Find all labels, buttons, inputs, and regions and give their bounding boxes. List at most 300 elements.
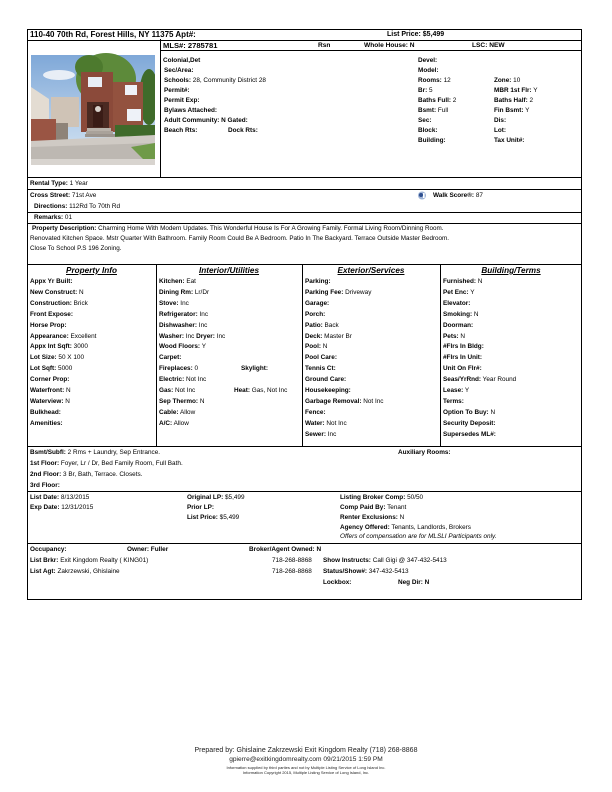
field-value: Not Inc: [361, 397, 384, 405]
field-value: 1 Year: [67, 180, 88, 187]
field-value: Master Br: [322, 332, 352, 340]
field-value: Y: [463, 387, 470, 394]
list-price: [187, 514, 239, 521]
field-label: Prior LP:: [187, 504, 214, 511]
info-right-row: [418, 107, 448, 114]
field-label: Smoking:: [443, 310, 473, 318]
field-label: Parking Fee:: [305, 288, 344, 296]
listing-address: 110-40 70th Rd, Forest Hills, NY 11375 Apt#:: [30, 30, 196, 39]
column-item: [443, 300, 470, 307]
info-value: 12: [441, 77, 451, 84]
divider: [440, 264, 441, 446]
column-item: [159, 333, 225, 340]
field-value: Driveway: [343, 288, 372, 296]
column-item: [305, 333, 352, 340]
field-value: Not Inc: [184, 376, 207, 384]
column-item: [159, 365, 198, 372]
info-label: Tax Unit#:: [494, 137, 525, 144]
info-right-row: [418, 97, 456, 104]
field-value: N: [422, 579, 430, 586]
field-label: Garage:: [305, 299, 330, 307]
divider: [27, 40, 582, 41]
column-item: [305, 376, 346, 383]
field-label: Listing Broker Comp:: [340, 494, 406, 501]
field-label: Pool:: [305, 343, 321, 351]
info-label: Zone:: [494, 77, 512, 84]
column-header-exterior-services: Exterior/Services: [337, 266, 405, 275]
field-label: Cable:: [159, 408, 179, 416]
divider: [27, 212, 582, 213]
column-item: [443, 289, 475, 296]
field-label: Fence:: [305, 408, 326, 416]
third-floor: [30, 482, 60, 489]
field-label: Appx Yr Built:: [30, 278, 73, 285]
field-value: N: [458, 332, 466, 340]
beach-rights: Beach Rts:: [164, 127, 198, 134]
mls-number: MLS#: 2785781: [163, 41, 218, 50]
column-item: [443, 322, 473, 329]
field-label: List Agt:: [30, 568, 56, 575]
model-label: Model:: [418, 67, 439, 74]
field-label: Broker/Agent Owned:: [249, 546, 315, 553]
field-value: Fuller: [149, 546, 169, 553]
field-label: 2nd Floor:: [30, 471, 62, 478]
field-label: Skylight:: [241, 365, 268, 373]
column-item-secondary: [234, 387, 287, 394]
info-label: Br:: [418, 87, 428, 94]
field-value: Allow: [172, 419, 189, 427]
field-label: Lot Sqft:: [30, 365, 57, 373]
field-value: Inc: [214, 332, 226, 340]
exp-date: [30, 504, 93, 511]
property-description-line: [32, 225, 444, 232]
column-item: [30, 322, 67, 329]
column-item: [30, 354, 84, 361]
info-label: Building:: [418, 137, 446, 144]
column-item: [30, 278, 73, 285]
divider: [160, 39, 161, 177]
field-label: Housekeeping:: [305, 387, 351, 394]
field-label: Dryer:: [194, 332, 215, 340]
agency-offered: [340, 524, 471, 531]
info-value: Y: [531, 87, 538, 94]
field-label: Lot Size:: [30, 354, 57, 362]
column-item: [30, 409, 61, 416]
field-label: Gas:: [159, 387, 174, 394]
field-label: Security Deposit:: [443, 419, 496, 427]
field-value: N: [320, 343, 328, 351]
field-label: Heat:: [234, 387, 250, 394]
field-label: Patio:: [305, 321, 323, 329]
column-item: [305, 354, 337, 361]
field-value: Lr/Dr: [193, 288, 210, 296]
info-label: Fin Bsmt:: [494, 107, 524, 114]
divider: [27, 189, 582, 190]
field-value: Call Gigi @ 347-432-5413: [370, 557, 447, 564]
column-item: [443, 333, 465, 340]
auxiliary-rooms: [398, 449, 451, 456]
info-right-row: [418, 87, 433, 94]
lockbox: [323, 579, 351, 586]
column-item: [443, 431, 496, 438]
devel-label: Devel:: [418, 57, 438, 64]
field-label: Corner Prop:: [30, 376, 70, 384]
column-header-building-terms: Building/Terms: [481, 266, 541, 275]
column-item: [305, 387, 351, 394]
info-row: [164, 117, 248, 124]
column-item: [159, 343, 206, 350]
info-label: Rooms:: [418, 77, 442, 84]
occupancy: [30, 546, 67, 553]
field-label: Walk Score®:: [433, 192, 475, 199]
column-item: [443, 420, 496, 427]
field-label: #Flrs In Bldg:: [443, 343, 484, 351]
field-label: Agency Offered:: [340, 524, 390, 531]
field-value: N: [314, 546, 322, 553]
field-label: Deck:: [305, 332, 323, 340]
field-label: List Brkr:: [30, 557, 59, 564]
column-item: [159, 398, 204, 405]
info-right-row: [494, 97, 533, 104]
field-label: Carpet:: [159, 354, 182, 362]
info-value: Y: [523, 107, 530, 114]
copyright-line: Information Copyright 2015, Multiple Listing Service of Long Island, Inc.: [242, 770, 370, 775]
basement-subfloor: [30, 449, 160, 456]
negotiate-direct: [398, 579, 429, 586]
info-label: Permit Exp:: [164, 97, 200, 104]
field-label: Bsmt/Subfl:: [30, 449, 66, 456]
info-right-row: [418, 137, 446, 144]
prepared-by-contact: gpierre@exitkingdomrealty.com 09/21/2015 1:59 PM: [229, 756, 383, 763]
divider: [160, 50, 582, 51]
field-value: Eat: [184, 278, 196, 285]
field-value: Inc: [197, 310, 209, 318]
field-label: Fireplaces:: [159, 365, 193, 373]
field-value: Exit Kingdom Realty ( KING01): [58, 557, 149, 564]
info-right-row: [494, 137, 524, 144]
property-description-line: Renovated Kitchen Space. Mstr Quarter With Bathroom. Family Room Could Be A Bedroom. Patio In The Backyard. Terrace Outside Master Bedroom.: [30, 235, 450, 242]
column-item: [159, 289, 209, 296]
field-label: Option To Buy:: [443, 408, 489, 416]
house-photo: [31, 47, 155, 172]
field-value: 3 Br, Bath, Terrace. Closets.: [61, 471, 143, 478]
field-label: Unit On Flr#:: [443, 365, 482, 373]
info-label: Adult Community:: [164, 117, 220, 124]
field-value: $5,499: [217, 514, 240, 521]
info-row: [164, 77, 266, 84]
column-item: [305, 289, 371, 296]
field-label: Lockbox:: [323, 579, 352, 586]
walk-score-icon[interactable]: [417, 191, 427, 200]
column-item: [30, 420, 63, 427]
info-right-row: [494, 107, 529, 114]
list-agent: [30, 568, 120, 575]
compensation-note: Offers of compensation are for MLSLI Participants only.: [340, 533, 497, 540]
field-label: Refrigerator:: [159, 310, 198, 318]
info-label: Bsmt:: [418, 107, 437, 114]
info-label: Baths Full:: [418, 97, 452, 104]
field-label: #Flrs In Unit:: [443, 354, 483, 362]
column-item: [159, 387, 195, 394]
field-label: Owner:: [127, 546, 150, 553]
field-value: Inc: [325, 430, 337, 438]
field-label: Elevator:: [443, 299, 471, 307]
field-value: Zakrzewski, Ghislaine: [55, 568, 120, 575]
info-right-row: [494, 77, 520, 84]
info-value: 10: [511, 77, 521, 84]
column-item: [159, 376, 206, 383]
column-item: [30, 289, 84, 296]
field-value: Not Inc: [173, 387, 196, 394]
field-value: Y: [200, 343, 206, 351]
column-header-interior-utilities: Interior/Utilities: [198, 266, 260, 275]
field-label: Supersedes ML#:: [443, 430, 496, 438]
field-value: 50 X 100: [56, 354, 85, 362]
field-label: Rental Type:: [30, 180, 68, 187]
field-label: Bulkhead:: [30, 408, 61, 416]
info-row: [164, 97, 200, 104]
field-value: Foyer, Lr / Dr, Bed Family Room, Full Bath.: [59, 460, 183, 467]
rental-type: [30, 180, 88, 187]
field-label: Doorman:: [443, 321, 474, 329]
owner: [127, 546, 168, 553]
field-value: N: [397, 514, 405, 521]
broker-agent-owned: [249, 546, 321, 553]
column-item: [159, 300, 189, 307]
field-label: Washer:: [159, 332, 184, 340]
renter-exclusions: [340, 514, 404, 521]
field-label: Occupancy:: [30, 546, 67, 553]
field-label: Parking:: [305, 278, 331, 285]
column-item: [159, 311, 208, 318]
field-value: Gas, Not Inc: [249, 387, 288, 394]
info-value: Full: [436, 107, 449, 114]
info-label: Lot:: [494, 127, 507, 134]
column-item: [443, 387, 469, 394]
dock-rights: Dock Rts:: [228, 127, 258, 134]
field-value: Allow: [178, 408, 196, 416]
comp-paid-by: [340, 504, 406, 511]
divider: [27, 446, 582, 447]
column-item: [443, 365, 482, 372]
info-right-row: [494, 127, 506, 134]
column-item: [305, 365, 336, 372]
column-item: [443, 376, 516, 383]
field-value: 01: [63, 214, 73, 221]
field-value: N: [77, 288, 84, 296]
field-value: Inc: [178, 299, 189, 307]
info-label: Dis:: [494, 117, 507, 124]
field-label: Exp Date:: [30, 504, 60, 511]
field-label: Wood Floors:: [159, 343, 201, 351]
column-item: [305, 300, 329, 307]
column-item: [159, 409, 195, 416]
field-value: N: [63, 397, 70, 405]
column-item: [159, 278, 196, 285]
field-value: N: [198, 397, 205, 405]
field-label: Tennis Ct:: [305, 365, 336, 373]
field-value: 71st Ave: [70, 192, 97, 199]
status-show: [323, 568, 409, 575]
field-label: Appx Int Sqft:: [30, 343, 72, 351]
field-value: Back: [322, 321, 339, 329]
column-item: [305, 431, 336, 438]
divider: [156, 264, 157, 446]
field-value: 87: [474, 192, 483, 199]
info-label: Permit#:: [164, 87, 190, 94]
walk-score[interactable]: [433, 192, 483, 199]
info-value: N Gated:: [219, 117, 248, 124]
field-value: N: [472, 310, 479, 318]
property-description-line: Close To School P.S 196 Zoning.: [30, 245, 122, 252]
column-item: [30, 311, 73, 318]
info-label: Block:: [418, 127, 438, 134]
lsc-status: LSC: NEW: [472, 42, 505, 49]
info-right-row: [494, 117, 506, 124]
divider: [27, 223, 582, 224]
field-value: 3000: [71, 343, 88, 351]
field-value: 5000: [56, 365, 73, 373]
list-broker-phone: 718-268-8868: [272, 557, 312, 564]
column-item: [305, 322, 339, 329]
column-item: [305, 278, 331, 285]
field-value: 12/31/2015: [59, 504, 94, 511]
column-header-property-info: Property Info: [66, 266, 117, 275]
whole-house: Whole House: N: [364, 42, 415, 49]
field-value: Year Round: [481, 376, 517, 384]
column-item: [305, 409, 326, 416]
info-row: [164, 87, 190, 94]
listing-broker-comp: [340, 494, 423, 501]
field-value: Brick: [71, 299, 88, 307]
field-value: 2 Rms + Laundry, Sep Entrance.: [65, 449, 161, 456]
directions: [34, 203, 120, 210]
field-value: Inc: [183, 332, 195, 340]
info-value: 2: [527, 97, 534, 104]
field-label: Porch:: [305, 310, 326, 318]
info-label: Schools:: [164, 77, 191, 84]
column-item: [30, 387, 71, 394]
column-item: [443, 354, 482, 361]
show-instructions: [323, 557, 447, 564]
list-date: [30, 494, 89, 501]
divider: [27, 264, 582, 265]
list-price-header: List Price: $5,499: [387, 31, 445, 38]
info-row: [164, 67, 194, 74]
list-agent-phone: 718-268-8868: [272, 568, 312, 575]
field-label: Furnished:: [443, 278, 477, 285]
info-label: Sec:: [418, 117, 432, 124]
field-label: Original LP:: [187, 494, 224, 501]
field-label: Kitchen:: [159, 278, 185, 285]
info-right-row: [494, 87, 538, 94]
info-label: Colonial,Det: [163, 57, 201, 64]
column-item: [30, 365, 72, 372]
field-label: 1st Floor:: [30, 460, 60, 467]
field-value: Charming Home With Modern Updates. This Wonderful House Is For A Growing Family. Formal Living Room/Dinning Room.: [96, 225, 444, 232]
field-value: 112Rd To 70th Rd: [67, 203, 121, 210]
column-item: [159, 322, 207, 329]
field-label: Amenities:: [30, 419, 63, 427]
field-label: Appearance:: [30, 332, 69, 340]
list-broker: [30, 557, 148, 564]
field-label: Water:: [305, 419, 325, 427]
style-value: [163, 57, 200, 64]
column-item: [159, 420, 189, 427]
column-item: [443, 278, 482, 285]
field-label: Lease:: [443, 387, 464, 394]
divider: [27, 491, 582, 492]
field-label: Waterfront:: [30, 387, 65, 394]
field-label: Horse Prop:: [30, 321, 67, 329]
field-label: Auxiliary Rooms:: [398, 449, 451, 456]
remarks: [34, 214, 72, 221]
first-floor: [30, 460, 183, 467]
column-item: [30, 343, 88, 350]
field-label: Pets:: [443, 332, 459, 340]
field-value: N: [64, 387, 71, 394]
column-item: [30, 333, 96, 340]
info-value: 28, Community District 28: [191, 77, 266, 84]
info-right-row: [418, 117, 432, 124]
column-item: [443, 409, 495, 416]
field-value: Not Inc: [324, 419, 347, 427]
disclaimer-line: Information supplied by third parties and not by Multiple Listing Service of Long Island Inc.: [226, 765, 386, 770]
field-label: Renter Exclusions:: [340, 514, 398, 521]
field-value: 50/50: [405, 494, 424, 501]
column-item: [159, 354, 181, 361]
info-label: Baths Half:: [494, 97, 528, 104]
original-lp: [187, 494, 245, 501]
field-label: List Price:: [187, 514, 218, 521]
field-label: Ground Care:: [305, 376, 347, 384]
column-item: [305, 398, 384, 405]
info-label: MBR 1st Flr:: [494, 87, 532, 94]
field-label: 3rd Floor:: [30, 482, 60, 489]
divider: [27, 543, 582, 544]
field-label: Directions:: [34, 203, 68, 210]
field-label: Electric:: [159, 376, 185, 384]
listing-type: Rsn: [318, 42, 331, 49]
field-label: Neg Dir:: [398, 579, 423, 586]
column-item: [30, 376, 69, 383]
house-photo-icon: [31, 47, 155, 172]
divider: [302, 264, 303, 446]
field-label: Status/Show#:: [323, 568, 368, 575]
field-label: Stove:: [159, 299, 179, 307]
field-value: Y: [468, 288, 475, 296]
field-value: N: [488, 408, 496, 416]
field-label: New Construct:: [30, 288, 78, 296]
field-label: A/C:: [159, 419, 173, 427]
info-label: Bylaws Attached:: [164, 107, 218, 114]
field-label: List Date:: [30, 494, 60, 501]
field-label: Waterview:: [30, 397, 64, 405]
column-item: [305, 420, 347, 427]
field-label: Seas/YrRnd:: [443, 376, 482, 384]
prepared-by: Prepared by: Ghislaine Zakrzewski Exit Kingdom Realty (718) 268-8868: [194, 747, 418, 754]
field-value: Excellent: [68, 332, 97, 340]
info-right-row: [418, 127, 438, 134]
field-value: 8/13/2015: [59, 494, 90, 501]
field-value: $5,499: [223, 494, 245, 501]
field-value: N: [476, 278, 483, 285]
info-value: 5: [427, 87, 433, 94]
second-floor: [30, 471, 142, 478]
field-label: Cross Street:: [30, 192, 71, 199]
column-item: [443, 398, 464, 405]
cross-street: [30, 192, 96, 199]
